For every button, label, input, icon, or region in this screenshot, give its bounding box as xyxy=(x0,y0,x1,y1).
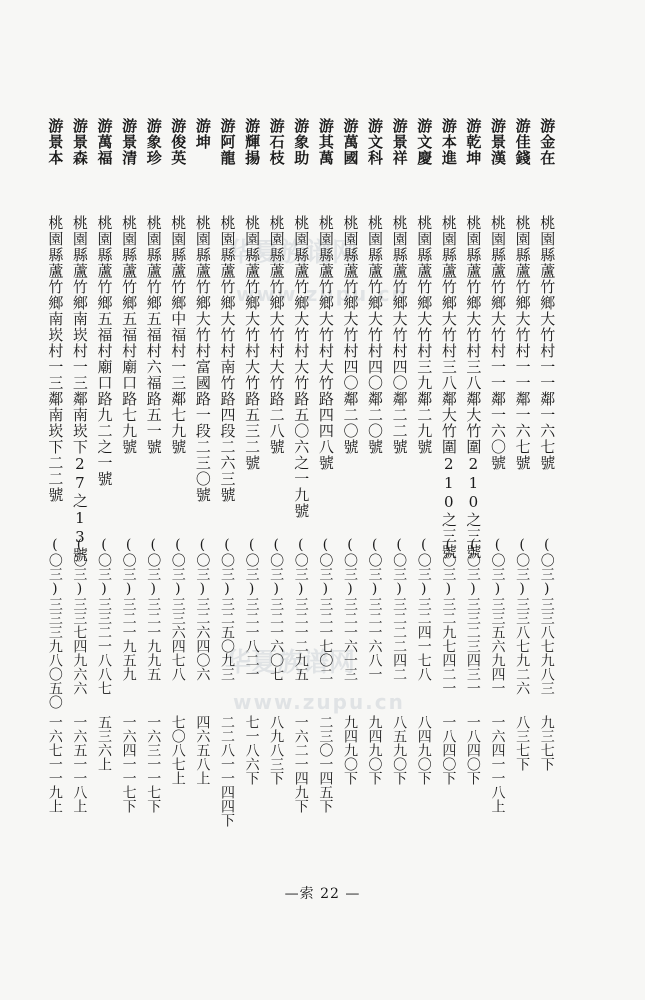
phone-number: (〇三)三二一七〇二 xyxy=(317,537,334,681)
index-entry xyxy=(461,118,486,823)
address: 桃園縣蘆竹鄉南崁村一三鄰南崁下二二號 xyxy=(46,215,65,503)
index-entry xyxy=(190,118,215,823)
address: 桃園縣蘆竹鄉大竹村三八鄰大竹圍210之三號 xyxy=(464,215,483,560)
watermark-url-top: www.zupu.cn xyxy=(236,282,408,306)
phone-number: (〇三)三二一六八一 xyxy=(366,537,383,681)
address: 桃園縣蘆竹鄉大竹村一一鄰一六〇號 xyxy=(489,215,508,471)
index-entry xyxy=(141,118,166,823)
address: 桃園縣蘆竹鄉大竹村四〇鄰二〇號 xyxy=(366,215,385,455)
page-reference: 一六三一一七下 xyxy=(145,715,162,813)
phone-number: (〇三)三三五六九四一 xyxy=(489,537,506,695)
phone-number: (〇三)三三八七九八三 xyxy=(538,537,555,695)
phone-number: (〇三)三二二二四二 xyxy=(391,537,408,681)
person-name: 游輝揚 xyxy=(243,118,262,166)
page-reference: 七〇八七上 xyxy=(169,715,186,785)
phone-number: (〇三)三三三九八〇五〇 xyxy=(46,537,63,709)
page-reference: 九四九〇下 xyxy=(341,715,358,785)
page-reference: 二二八一一四四下 xyxy=(218,715,235,827)
address: 桃園縣蘆竹鄉五福村六福路五一號 xyxy=(144,215,163,455)
index-entry xyxy=(436,118,461,823)
phone-number: (〇三)三二一二九五 xyxy=(292,537,309,681)
person-name: 游文科 xyxy=(366,118,385,166)
phone-number: (〇三)三二四一七八 xyxy=(415,537,432,681)
page-reference: 八九八三下 xyxy=(268,715,285,785)
person-name: 游坤 xyxy=(193,118,212,150)
page-reference: 八四九〇下 xyxy=(415,715,432,785)
address: 桃園縣蘆竹鄉大竹村四〇鄰二二號 xyxy=(390,215,409,455)
page-reference: 一八四〇下 xyxy=(440,715,457,785)
index-entry xyxy=(362,118,387,823)
address: 桃園縣蘆竹鄉中福村一三鄰七九號 xyxy=(169,215,188,455)
phone-number: (〇三)三二九七四二一 xyxy=(440,537,457,695)
person-name: 游象助 xyxy=(292,118,311,166)
genealogy-index-list xyxy=(43,118,559,827)
person-name: 游佳錢 xyxy=(513,118,532,166)
page-reference: 八三七下 xyxy=(514,715,531,771)
person-name: 游景本 xyxy=(46,118,65,166)
person-name: 游景漢 xyxy=(489,118,508,166)
index-entry xyxy=(43,118,68,823)
person-name: 游本進 xyxy=(439,118,458,166)
page-reference: 一六七一一九上 xyxy=(46,715,63,813)
page-reference: 一八四〇下 xyxy=(464,715,481,785)
index-entry xyxy=(313,118,338,823)
index-entry xyxy=(387,118,412,823)
person-name: 游其萬 xyxy=(316,118,335,166)
phone-number: (〇三)三三七四九六六 xyxy=(71,537,88,695)
phone-number: (〇三)三二一八二一 xyxy=(243,537,260,681)
person-name: 游萬國 xyxy=(341,118,360,166)
index-entry xyxy=(239,118,264,823)
index-entry xyxy=(534,118,559,823)
person-name: 游乾坤 xyxy=(464,118,483,166)
address: 桃園縣蘆竹鄉五福村廟口路九二之一號 xyxy=(95,215,114,487)
index-entry xyxy=(485,118,510,823)
phone-number: (〇三)三三二一八八七 xyxy=(96,537,113,695)
address: 桃園縣蘆竹鄉大竹村大竹路五三二號 xyxy=(243,215,262,471)
page-reference: 一六二一四九下 xyxy=(292,715,309,813)
phone-number: (〇三)三二一九九五 xyxy=(145,537,162,681)
phone-number: (〇三)三二一六一三 xyxy=(341,537,358,681)
page-reference: 一六四一一八上 xyxy=(489,715,506,813)
index-entry xyxy=(264,118,289,823)
address: 桃園縣蘆竹鄉大竹村三九鄰二九號 xyxy=(415,215,434,455)
phone-number: (〇三)三三八七九二六 xyxy=(514,537,531,695)
address: 桃園縣蘆竹鄉大竹村三八鄰大竹圍210之三號 xyxy=(439,215,458,560)
page-reference: 九三七下 xyxy=(538,715,555,771)
index-entry xyxy=(92,118,117,823)
address: 桃園縣蘆竹鄉大竹村大竹路四四八號 xyxy=(316,215,335,471)
address: 桃園縣蘆竹鄉大竹村大竹路二八號 xyxy=(267,215,286,455)
person-name: 游景森 xyxy=(70,118,89,166)
index-entry xyxy=(116,118,141,823)
page-number-footer: —索 22 — xyxy=(284,886,361,902)
person-name: 游萬福 xyxy=(95,118,114,166)
page-reference: 九四九〇下 xyxy=(366,715,383,785)
page-reference: 一六四一一七下 xyxy=(120,715,137,813)
person-name: 游景清 xyxy=(120,118,139,166)
phone-number: (〇三)三三二三四三一 xyxy=(464,537,481,695)
address: 桃園縣蘆竹鄉大竹村四〇鄰二〇號 xyxy=(341,215,360,455)
person-name: 游俊英 xyxy=(169,118,188,166)
address: 桃園縣蘆竹鄉大竹村一一鄰一六七號 xyxy=(538,215,557,471)
person-name: 游景祥 xyxy=(390,118,409,166)
person-name: 游金在 xyxy=(538,118,557,166)
page-reference: 五三六上 xyxy=(96,715,113,771)
page-reference: 四六五八上 xyxy=(194,715,211,785)
page-reference: 二三〇一四五下 xyxy=(317,715,334,813)
phone-number: (〇三)三二五〇九三 xyxy=(218,537,235,681)
index-entry xyxy=(288,118,313,823)
address: 桃園縣蘆竹鄉五福村廟口路七九號 xyxy=(120,215,139,455)
address: 桃園縣蘆竹鄉大竹村大竹路五〇六之一九號 xyxy=(292,215,311,519)
index-entry xyxy=(166,118,191,823)
address: 桃園縣蘆竹鄉南崁村一三鄰南崁下27之13號 xyxy=(70,215,89,563)
page-reference: 八五九〇下 xyxy=(391,715,408,785)
address: 桃園縣蘆竹鄉大竹村富國路一段二三〇號 xyxy=(193,215,212,503)
index-entry xyxy=(338,118,363,823)
phone-number: (〇三)三二一六〇七 xyxy=(268,537,285,681)
person-name: 游阿龍 xyxy=(218,118,237,166)
phone-number: (〇三)三三六四七八 xyxy=(169,537,186,681)
index-entry xyxy=(215,118,240,827)
phone-number: (〇三)三二六四〇六 xyxy=(194,537,211,681)
phone-number: (〇三)三二一九五九 xyxy=(120,537,137,681)
index-entry xyxy=(67,118,92,823)
address: 桃園縣蘆竹鄉大竹村一一鄰一六七號 xyxy=(513,215,532,471)
index-entry xyxy=(510,118,535,823)
person-name: 游文慶 xyxy=(415,118,434,166)
page-reference: 七一八六下 xyxy=(243,715,260,785)
watermark-text-bottom: 华夏族谱网 xyxy=(225,648,356,678)
index-entry xyxy=(411,118,436,823)
person-name: 游象珍 xyxy=(144,118,163,166)
watermark-text-top: 华夏族谱网 xyxy=(228,238,359,268)
address: 桃園縣蘆竹鄉大竹村南竹路四段二六三號 xyxy=(218,215,237,503)
page-reference: 一六五一一八上 xyxy=(71,715,88,813)
person-name: 游石枝 xyxy=(267,118,286,166)
watermark-url-bottom: www.zupu.cn xyxy=(233,690,405,714)
